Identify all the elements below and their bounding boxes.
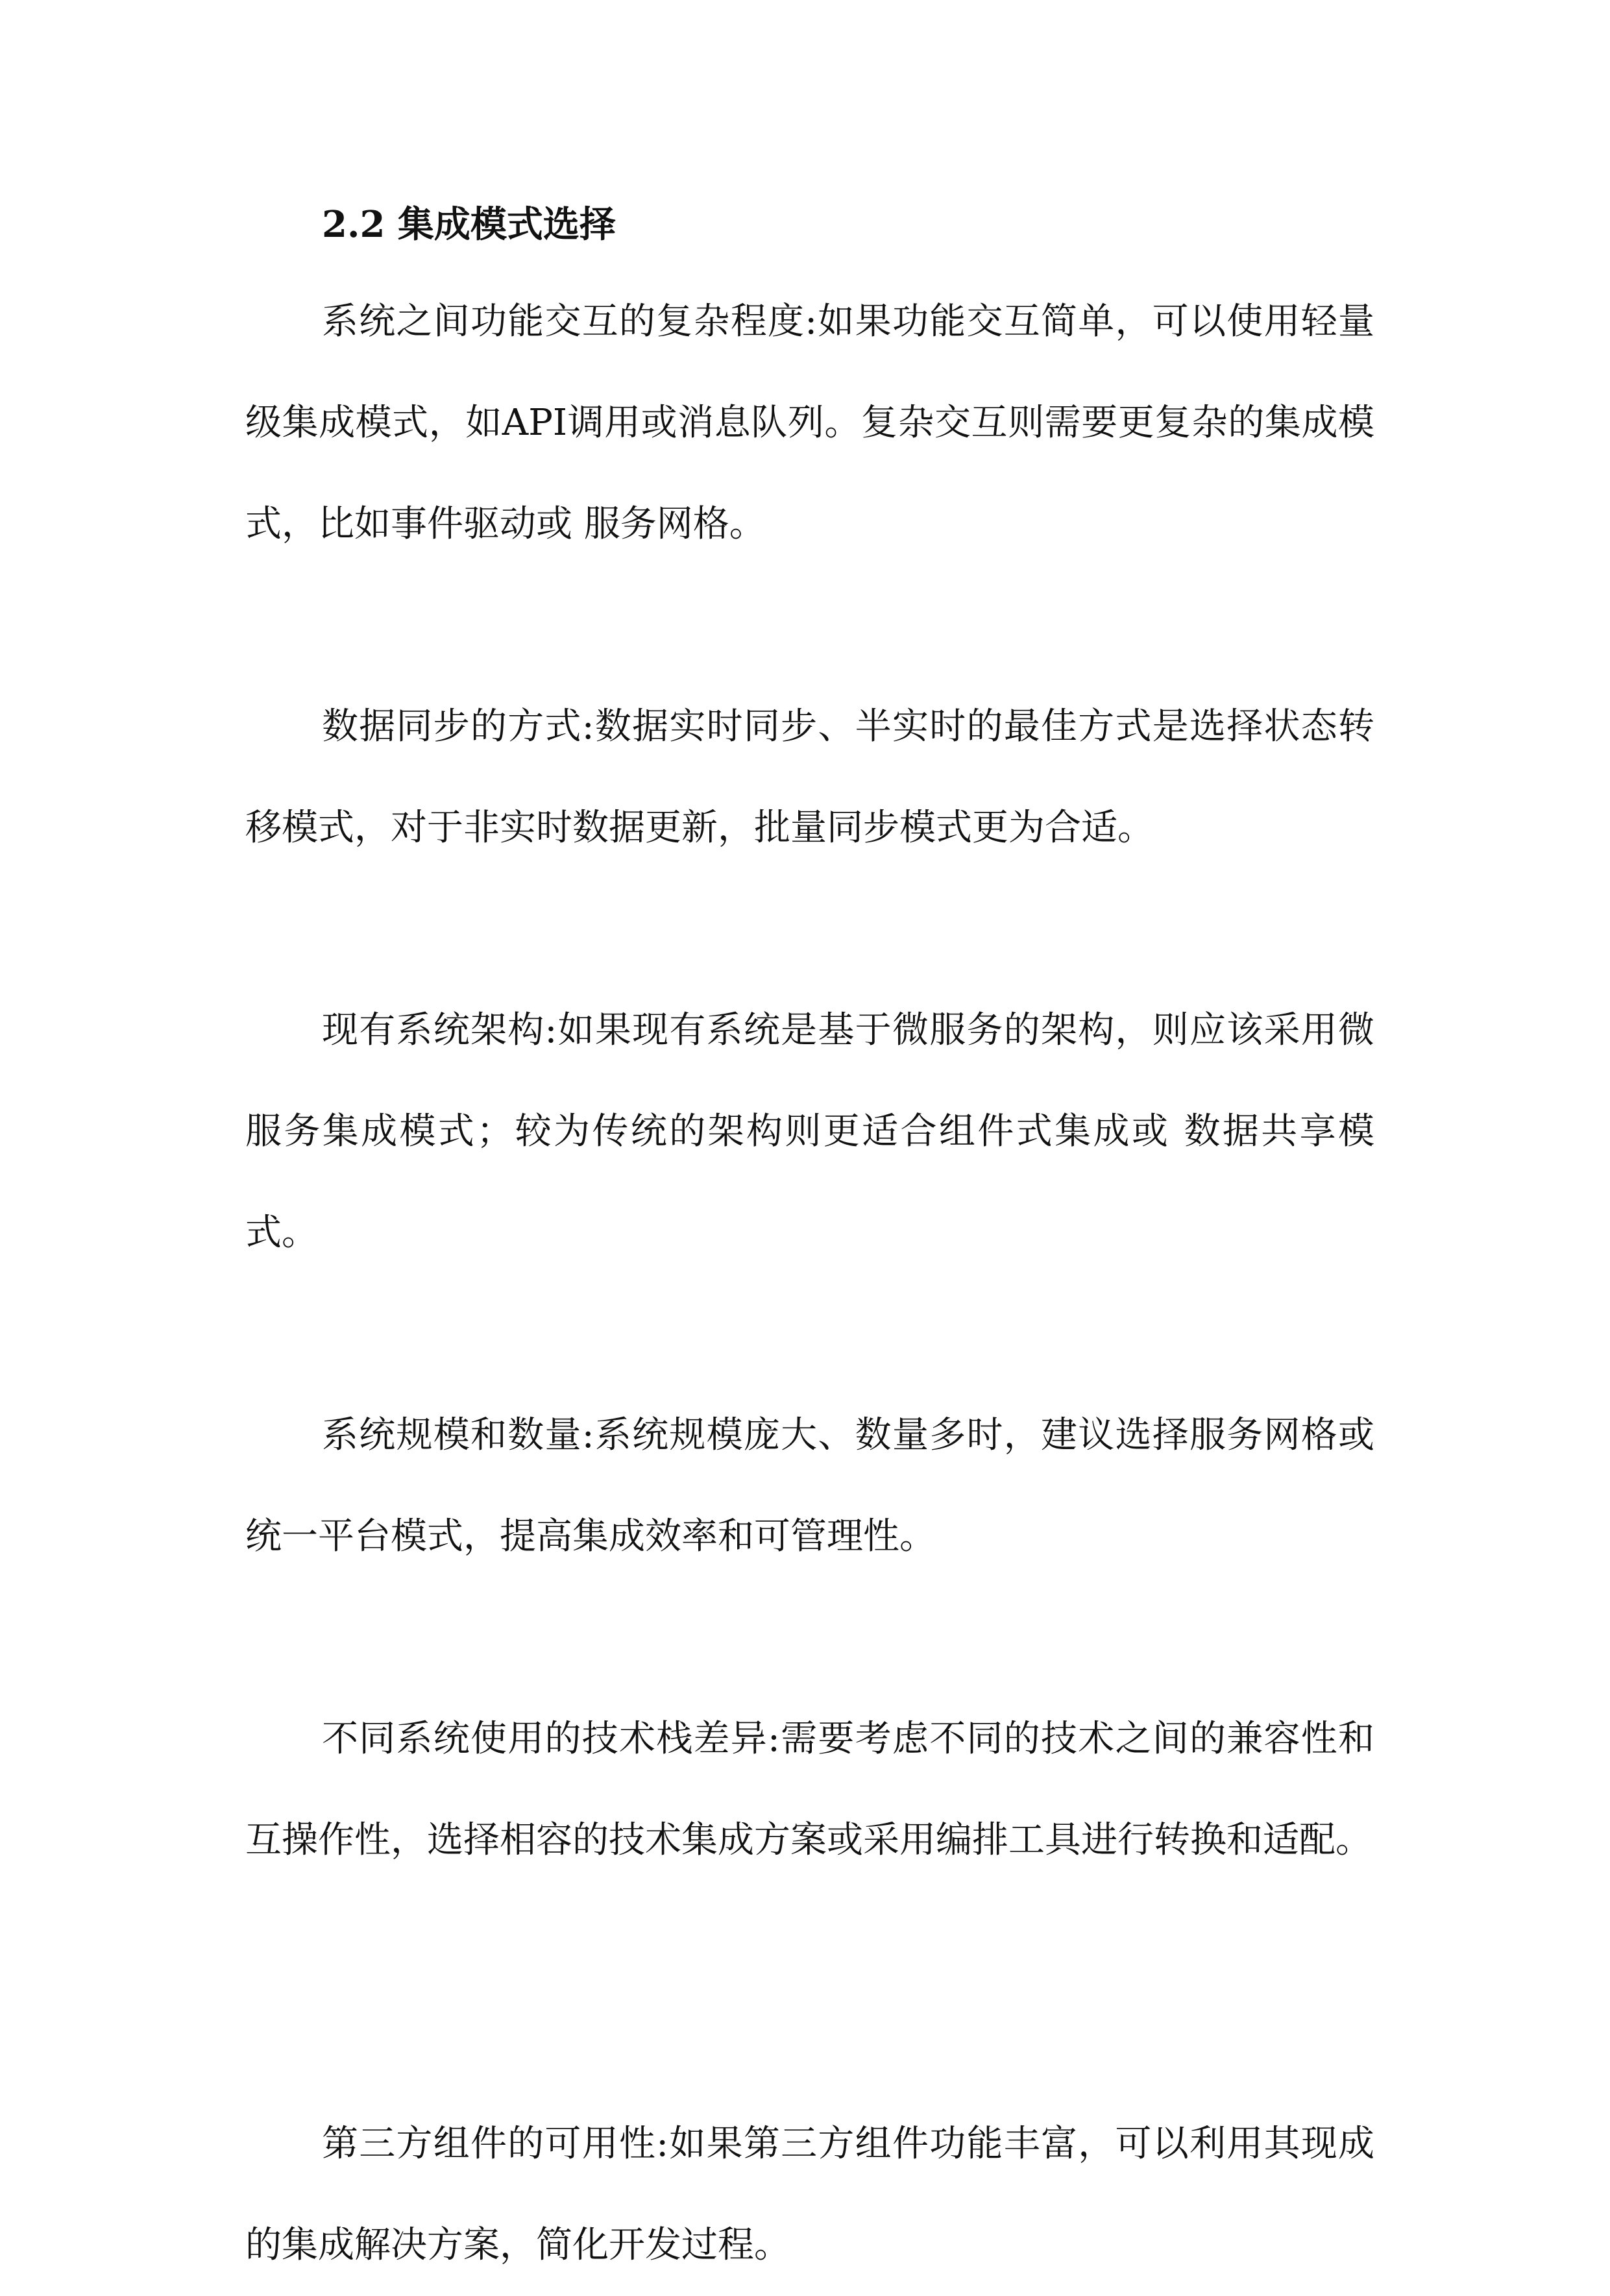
paragraph-interaction-complexity: 系统之间功能交互的复杂程度:如果功能交互简单，可以使用轻量级集成模式，如API调用或消息队列。复杂交互则需要更复杂的集成模式，比如事件驱动或 服务网格。 <box>245 300 1374 545</box>
paragraph-third-party: 第三方组件的可用性:如果第三方组件功能丰富，可以利用其现成的集成解决方案，简化开发过程。 <box>245 2123 1374 2266</box>
section-heading: 2.2 集成模式选择 <box>322 203 616 246</box>
paragraph-existing-architecture: 现有系统架构:如果现有系统是基于微服务的架构，则应该采用微服务集成模式；较为传统的架构则更适合组件式集成或 数据共享模式。 <box>245 1009 1374 1254</box>
paragraph-system-scale: 系统规模和数量:系统规模庞大、数量多时，建议选择服务网格或 统一平台模式，提高集成效率和可管理性。 <box>245 1414 1374 1557</box>
paragraph-data-sync: 数据同步的方式:数据实时同步、半实时的最佳方式是选择状态转移模式，对于非实时数据更新，批量同步模式更为合适。 <box>245 705 1374 849</box>
paragraph-tech-stack: 不同系统使用的技术栈差异:需要考虑不同的技术之间的兼容性和互操作性，选择相容的技术集成方案或采用编排工具进行转换和适配。 <box>245 1718 1374 1861</box>
